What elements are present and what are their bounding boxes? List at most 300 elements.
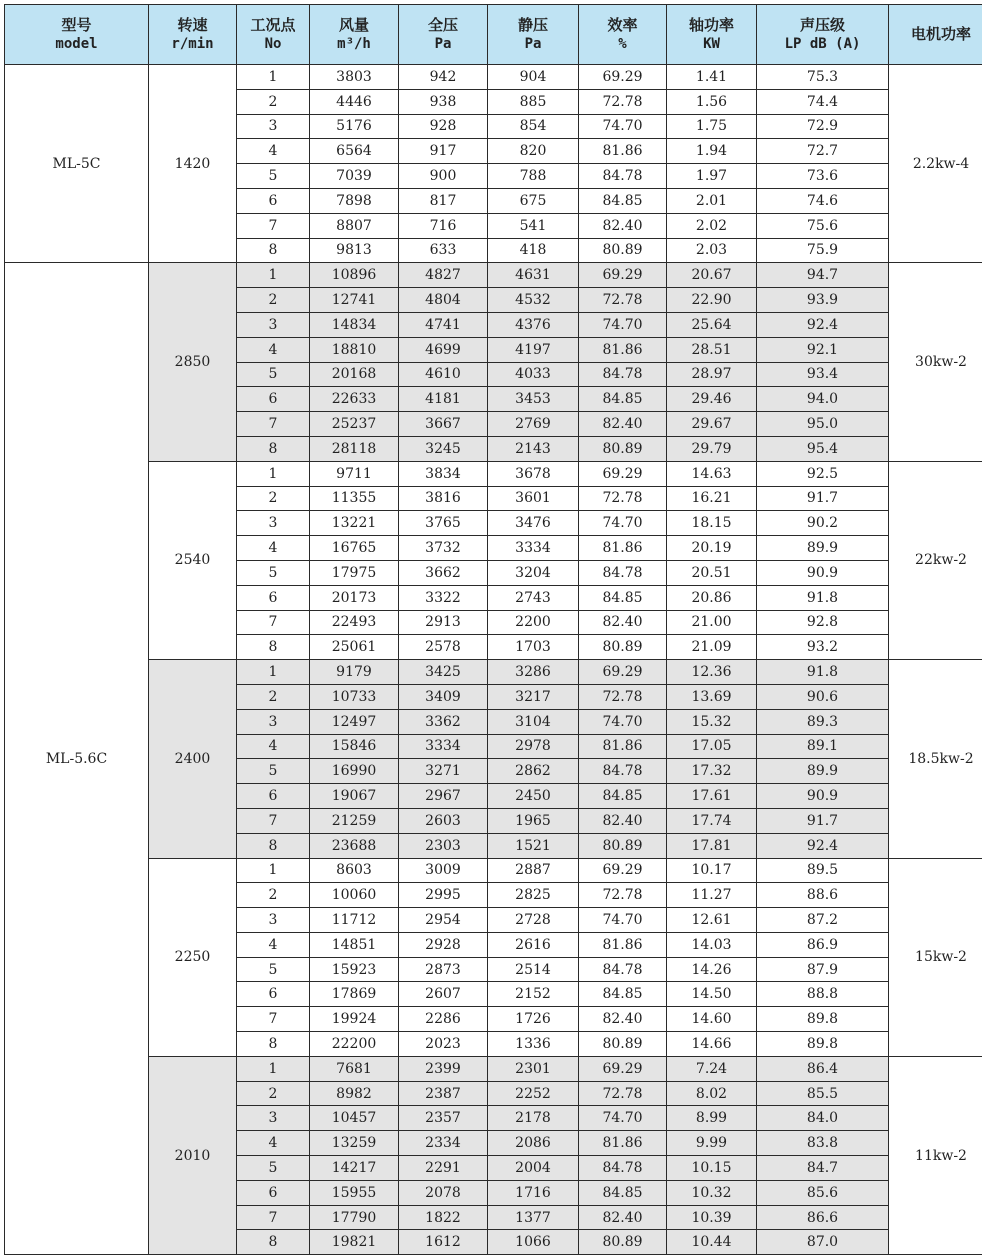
total-pressure-cell: 2954 xyxy=(399,908,488,933)
sound-level-cell: 93.9 xyxy=(757,288,889,313)
static-pressure-cell: 2252 xyxy=(488,1081,579,1106)
total-pressure-cell: 2995 xyxy=(399,883,488,908)
header-motor-power: 电机功率 xyxy=(889,5,982,65)
table-row xyxy=(5,1056,982,1081)
efficiency-cell: 81.86 xyxy=(579,932,667,957)
efficiency-cell: 74.70 xyxy=(579,908,667,933)
static-pressure-cell: 3104 xyxy=(488,709,579,734)
efficiency-cell: 80.89 xyxy=(579,238,667,263)
sound-level-cell: 93.4 xyxy=(757,362,889,387)
sound-level-cell: 88.6 xyxy=(757,883,889,908)
shaft-power-cell: 14.63 xyxy=(667,461,757,486)
point-cell: 1 xyxy=(237,1056,310,1081)
flow-cell: 6564 xyxy=(310,139,399,164)
efficiency-cell: 84.85 xyxy=(579,982,667,1007)
sound-level-cell: 94.0 xyxy=(757,387,889,412)
total-pressure-cell: 3362 xyxy=(399,709,488,734)
shaft-power-cell: 17.05 xyxy=(667,734,757,759)
static-pressure-cell: 2743 xyxy=(488,585,579,610)
total-pressure-cell: 917 xyxy=(399,139,488,164)
total-pressure-cell: 2286 xyxy=(399,1007,488,1032)
header-shaft-power: 轴功率 KW xyxy=(667,5,757,65)
shaft-power-cell: 20.19 xyxy=(667,536,757,561)
table-body xyxy=(5,65,982,1255)
shaft-power-cell: 7.24 xyxy=(667,1056,757,1081)
flow-cell: 12741 xyxy=(310,288,399,313)
static-pressure-cell: 4033 xyxy=(488,362,579,387)
total-pressure-cell: 3245 xyxy=(399,436,488,461)
sound-level-cell: 74.6 xyxy=(757,188,889,213)
total-pressure-cell: 4699 xyxy=(399,337,488,362)
static-pressure-cell: 2200 xyxy=(488,610,579,635)
static-pressure-cell: 1336 xyxy=(488,1032,579,1057)
flow-cell: 17869 xyxy=(310,982,399,1007)
shaft-power-cell: 10.39 xyxy=(667,1205,757,1230)
total-pressure-cell: 2291 xyxy=(399,1156,488,1181)
flow-cell: 10060 xyxy=(310,883,399,908)
shaft-power-cell: 14.60 xyxy=(667,1007,757,1032)
sound-level-cell: 87.9 xyxy=(757,957,889,982)
total-pressure-cell: 2913 xyxy=(399,610,488,635)
table-header xyxy=(5,5,982,65)
flow-cell: 15923 xyxy=(310,957,399,982)
point-cell: 8 xyxy=(237,1032,310,1057)
motor-power-cell: 30kw-2 xyxy=(889,263,982,461)
point-cell: 1 xyxy=(237,263,310,288)
point-cell: 4 xyxy=(237,536,310,561)
flow-cell: 14217 xyxy=(310,1156,399,1181)
flow-cell: 19067 xyxy=(310,784,399,809)
static-pressure-cell: 418 xyxy=(488,238,579,263)
sound-level-cell: 91.8 xyxy=(757,585,889,610)
total-pressure-cell: 3271 xyxy=(399,759,488,784)
flow-cell: 16765 xyxy=(310,536,399,561)
shaft-power-cell: 1.94 xyxy=(667,139,757,164)
motor-power-cell: 15kw-2 xyxy=(889,858,982,1056)
flow-cell: 20173 xyxy=(310,585,399,610)
static-pressure-cell: 1066 xyxy=(488,1230,579,1255)
sound-level-cell: 92.5 xyxy=(757,461,889,486)
sound-level-cell: 89.8 xyxy=(757,1007,889,1032)
static-pressure-cell: 885 xyxy=(488,89,579,114)
total-pressure-cell: 3667 xyxy=(399,412,488,437)
static-pressure-cell: 2004 xyxy=(488,1156,579,1181)
flow-cell: 15846 xyxy=(310,734,399,759)
static-pressure-cell: 3217 xyxy=(488,684,579,709)
static-pressure-cell: 541 xyxy=(488,213,579,238)
shaft-power-cell: 13.69 xyxy=(667,684,757,709)
total-pressure-cell: 2399 xyxy=(399,1056,488,1081)
point-cell: 3 xyxy=(237,312,310,337)
sound-level-cell: 74.4 xyxy=(757,89,889,114)
sound-level-cell: 75.3 xyxy=(757,65,889,90)
flow-cell: 5176 xyxy=(310,114,399,139)
total-pressure-cell: 3662 xyxy=(399,560,488,585)
static-pressure-cell: 4197 xyxy=(488,337,579,362)
efficiency-cell: 84.78 xyxy=(579,164,667,189)
point-cell: 8 xyxy=(237,436,310,461)
shaft-power-cell: 25.64 xyxy=(667,312,757,337)
point-cell: 2 xyxy=(237,288,310,313)
shaft-power-cell: 9.99 xyxy=(667,1131,757,1156)
table-row xyxy=(5,660,982,685)
flow-cell: 13259 xyxy=(310,1131,399,1156)
efficiency-cell: 80.89 xyxy=(579,436,667,461)
static-pressure-cell: 1726 xyxy=(488,1007,579,1032)
flow-cell: 18810 xyxy=(310,337,399,362)
shaft-power-cell: 29.79 xyxy=(667,436,757,461)
point-cell: 7 xyxy=(237,610,310,635)
efficiency-cell: 81.86 xyxy=(579,1131,667,1156)
shaft-power-cell: 20.86 xyxy=(667,585,757,610)
shaft-power-cell: 14.26 xyxy=(667,957,757,982)
point-cell: 1 xyxy=(237,660,310,685)
total-pressure-cell: 900 xyxy=(399,164,488,189)
total-pressure-cell: 1822 xyxy=(399,1205,488,1230)
flow-cell: 20168 xyxy=(310,362,399,387)
header-model: 型号 model xyxy=(5,5,149,65)
shaft-power-cell: 11.27 xyxy=(667,883,757,908)
sound-level-cell: 89.5 xyxy=(757,858,889,883)
static-pressure-cell: 2825 xyxy=(488,883,579,908)
efficiency-cell: 82.40 xyxy=(579,412,667,437)
total-pressure-cell: 2873 xyxy=(399,957,488,982)
shaft-power-cell: 17.81 xyxy=(667,833,757,858)
table-container xyxy=(4,4,982,1255)
static-pressure-cell: 3204 xyxy=(488,560,579,585)
sound-level-cell: 87.2 xyxy=(757,908,889,933)
sound-level-cell: 91.8 xyxy=(757,660,889,685)
sound-level-cell: 90.9 xyxy=(757,784,889,809)
efficiency-cell: 80.89 xyxy=(579,1032,667,1057)
point-cell: 5 xyxy=(237,759,310,784)
rpm-cell: 2850 xyxy=(149,263,237,461)
total-pressure-cell: 3409 xyxy=(399,684,488,709)
shaft-power-cell: 15.32 xyxy=(667,709,757,734)
shaft-power-cell: 2.02 xyxy=(667,213,757,238)
shaft-power-cell: 29.67 xyxy=(667,412,757,437)
total-pressure-cell: 633 xyxy=(399,238,488,263)
point-cell: 1 xyxy=(237,65,310,90)
shaft-power-cell: 1.56 xyxy=(667,89,757,114)
shaft-power-cell: 17.61 xyxy=(667,784,757,809)
static-pressure-cell: 2086 xyxy=(488,1131,579,1156)
efficiency-cell: 80.89 xyxy=(579,1230,667,1255)
efficiency-cell: 74.70 xyxy=(579,114,667,139)
sound-level-cell: 95.0 xyxy=(757,412,889,437)
static-pressure-cell: 3334 xyxy=(488,536,579,561)
point-cell: 4 xyxy=(237,139,310,164)
efficiency-cell: 69.29 xyxy=(579,660,667,685)
efficiency-cell: 69.29 xyxy=(579,1056,667,1081)
flow-cell: 16990 xyxy=(310,759,399,784)
sound-level-cell: 91.7 xyxy=(757,486,889,511)
point-cell: 2 xyxy=(237,89,310,114)
point-cell: 8 xyxy=(237,635,310,660)
point-cell: 4 xyxy=(237,734,310,759)
shaft-power-cell: 10.17 xyxy=(667,858,757,883)
total-pressure-cell: 4181 xyxy=(399,387,488,412)
shaft-power-cell: 10.32 xyxy=(667,1180,757,1205)
fan-performance-table xyxy=(4,4,982,1255)
flow-cell: 3803 xyxy=(310,65,399,90)
static-pressure-cell: 4376 xyxy=(488,312,579,337)
point-cell: 2 xyxy=(237,883,310,908)
efficiency-cell: 72.78 xyxy=(579,486,667,511)
static-pressure-cell: 2616 xyxy=(488,932,579,957)
point-cell: 2 xyxy=(237,486,310,511)
static-pressure-cell: 3601 xyxy=(488,486,579,511)
point-cell: 3 xyxy=(237,709,310,734)
header-flow: 风量 m³/h xyxy=(310,5,399,65)
shaft-power-cell: 1.41 xyxy=(667,65,757,90)
total-pressure-cell: 716 xyxy=(399,213,488,238)
rpm-cell: 1420 xyxy=(149,65,237,263)
shaft-power-cell: 14.03 xyxy=(667,932,757,957)
header-rpm: 转速 r/min xyxy=(149,5,237,65)
efficiency-cell: 74.70 xyxy=(579,312,667,337)
point-cell: 5 xyxy=(237,164,310,189)
sound-level-cell: 92.1 xyxy=(757,337,889,362)
efficiency-cell: 69.29 xyxy=(579,65,667,90)
sound-level-cell: 88.8 xyxy=(757,982,889,1007)
efficiency-cell: 80.89 xyxy=(579,635,667,660)
flow-cell: 25237 xyxy=(310,412,399,437)
point-cell: 6 xyxy=(237,982,310,1007)
motor-power-cell: 2.2kw-4 xyxy=(889,65,982,263)
motor-power-cell: 18.5kw-2 xyxy=(889,660,982,858)
total-pressure-cell: 2603 xyxy=(399,808,488,833)
flow-cell: 7039 xyxy=(310,164,399,189)
static-pressure-cell: 820 xyxy=(488,139,579,164)
point-cell: 6 xyxy=(237,387,310,412)
efficiency-cell: 72.78 xyxy=(579,288,667,313)
efficiency-cell: 81.86 xyxy=(579,337,667,362)
point-cell: 8 xyxy=(237,833,310,858)
sound-level-cell: 89.9 xyxy=(757,536,889,561)
point-cell: 7 xyxy=(237,808,310,833)
shaft-power-cell: 28.51 xyxy=(667,337,757,362)
point-cell: 2 xyxy=(237,684,310,709)
point-cell: 7 xyxy=(237,213,310,238)
flow-cell: 10457 xyxy=(310,1106,399,1131)
efficiency-cell: 81.86 xyxy=(579,139,667,164)
efficiency-cell: 69.29 xyxy=(579,858,667,883)
shaft-power-cell: 21.09 xyxy=(667,635,757,660)
point-cell: 5 xyxy=(237,1156,310,1181)
efficiency-cell: 82.40 xyxy=(579,1007,667,1032)
total-pressure-cell: 2967 xyxy=(399,784,488,809)
flow-cell: 17975 xyxy=(310,560,399,585)
sound-level-cell: 91.7 xyxy=(757,808,889,833)
static-pressure-cell: 3453 xyxy=(488,387,579,412)
rpm-cell: 2400 xyxy=(149,660,237,858)
shaft-power-cell: 2.03 xyxy=(667,238,757,263)
model-cell: ML-5.6C xyxy=(5,263,149,1255)
efficiency-cell: 84.85 xyxy=(579,188,667,213)
point-cell: 8 xyxy=(237,238,310,263)
sound-level-cell: 85.5 xyxy=(757,1081,889,1106)
total-pressure-cell: 2357 xyxy=(399,1106,488,1131)
flow-cell: 17790 xyxy=(310,1205,399,1230)
shaft-power-cell: 2.01 xyxy=(667,188,757,213)
static-pressure-cell: 788 xyxy=(488,164,579,189)
point-cell: 3 xyxy=(237,511,310,536)
static-pressure-cell: 1521 xyxy=(488,833,579,858)
shaft-power-cell: 28.97 xyxy=(667,362,757,387)
total-pressure-cell: 2578 xyxy=(399,635,488,660)
flow-cell: 9813 xyxy=(310,238,399,263)
flow-cell: 7898 xyxy=(310,188,399,213)
total-pressure-cell: 2387 xyxy=(399,1081,488,1106)
header-efficiency: 效率 % xyxy=(579,5,667,65)
sound-level-cell: 75.9 xyxy=(757,238,889,263)
efficiency-cell: 72.78 xyxy=(579,1081,667,1106)
shaft-power-cell: 16.21 xyxy=(667,486,757,511)
total-pressure-cell: 3834 xyxy=(399,461,488,486)
static-pressure-cell: 2450 xyxy=(488,784,579,809)
static-pressure-cell: 2152 xyxy=(488,982,579,1007)
point-cell: 6 xyxy=(237,188,310,213)
efficiency-cell: 82.40 xyxy=(579,1205,667,1230)
sound-level-cell: 89.3 xyxy=(757,709,889,734)
point-cell: 1 xyxy=(237,461,310,486)
static-pressure-cell: 2514 xyxy=(488,957,579,982)
motor-power-cell: 22kw-2 xyxy=(889,461,982,659)
sound-level-cell: 89.8 xyxy=(757,1032,889,1057)
efficiency-cell: 84.85 xyxy=(579,387,667,412)
sound-level-cell: 87.0 xyxy=(757,1230,889,1255)
sound-level-cell: 86.6 xyxy=(757,1205,889,1230)
shaft-power-cell: 21.00 xyxy=(667,610,757,635)
total-pressure-cell: 1612 xyxy=(399,1230,488,1255)
total-pressure-cell: 4827 xyxy=(399,263,488,288)
static-pressure-cell: 2862 xyxy=(488,759,579,784)
efficiency-cell: 69.29 xyxy=(579,263,667,288)
flow-cell: 8982 xyxy=(310,1081,399,1106)
point-cell: 3 xyxy=(237,114,310,139)
total-pressure-cell: 938 xyxy=(399,89,488,114)
total-pressure-cell: 2078 xyxy=(399,1180,488,1205)
efficiency-cell: 74.70 xyxy=(579,709,667,734)
sound-level-cell: 93.2 xyxy=(757,635,889,660)
point-cell: 6 xyxy=(237,585,310,610)
sound-level-cell: 86.9 xyxy=(757,932,889,957)
total-pressure-cell: 3009 xyxy=(399,858,488,883)
total-pressure-cell: 3425 xyxy=(399,660,488,685)
sound-level-cell: 86.4 xyxy=(757,1056,889,1081)
shaft-power-cell: 22.90 xyxy=(667,288,757,313)
efficiency-cell: 82.40 xyxy=(579,213,667,238)
sound-level-cell: 89.9 xyxy=(757,759,889,784)
efficiency-cell: 81.86 xyxy=(579,734,667,759)
static-pressure-cell: 4532 xyxy=(488,288,579,313)
static-pressure-cell: 3678 xyxy=(488,461,579,486)
total-pressure-cell: 2607 xyxy=(399,982,488,1007)
flow-cell: 15955 xyxy=(310,1180,399,1205)
flow-cell: 22633 xyxy=(310,387,399,412)
static-pressure-cell: 3476 xyxy=(488,511,579,536)
sound-level-cell: 75.6 xyxy=(757,213,889,238)
sound-level-cell: 90.9 xyxy=(757,560,889,585)
point-cell: 4 xyxy=(237,337,310,362)
flow-cell: 9179 xyxy=(310,660,399,685)
flow-cell: 11355 xyxy=(310,486,399,511)
rpm-cell: 2250 xyxy=(149,858,237,1056)
static-pressure-cell: 1965 xyxy=(488,808,579,833)
flow-cell: 22493 xyxy=(310,610,399,635)
static-pressure-cell: 2301 xyxy=(488,1056,579,1081)
total-pressure-cell: 928 xyxy=(399,114,488,139)
efficiency-cell: 84.78 xyxy=(579,759,667,784)
total-pressure-cell: 4610 xyxy=(399,362,488,387)
flow-cell: 28118 xyxy=(310,436,399,461)
rpm-cell: 2540 xyxy=(149,461,237,659)
static-pressure-cell: 2769 xyxy=(488,412,579,437)
shaft-power-cell: 17.32 xyxy=(667,759,757,784)
efficiency-cell: 72.78 xyxy=(579,883,667,908)
shaft-power-cell: 20.67 xyxy=(667,263,757,288)
shaft-power-cell: 12.36 xyxy=(667,660,757,685)
sound-level-cell: 94.7 xyxy=(757,263,889,288)
sound-level-cell: 92.4 xyxy=(757,312,889,337)
point-cell: 4 xyxy=(237,1131,310,1156)
flow-cell: 4446 xyxy=(310,89,399,114)
static-pressure-cell: 1377 xyxy=(488,1205,579,1230)
rpm-cell: 2010 xyxy=(149,1056,237,1254)
flow-cell: 23688 xyxy=(310,833,399,858)
static-pressure-cell: 2728 xyxy=(488,908,579,933)
header-static-pressure: 静压 Pa xyxy=(488,5,579,65)
static-pressure-cell: 4631 xyxy=(488,263,579,288)
point-cell: 1 xyxy=(237,858,310,883)
static-pressure-cell: 1716 xyxy=(488,1180,579,1205)
point-cell: 7 xyxy=(237,1007,310,1032)
total-pressure-cell: 817 xyxy=(399,188,488,213)
table-row xyxy=(5,461,982,486)
flow-cell: 14834 xyxy=(310,312,399,337)
flow-cell: 14851 xyxy=(310,932,399,957)
sound-level-cell: 72.9 xyxy=(757,114,889,139)
efficiency-cell: 82.40 xyxy=(579,808,667,833)
flow-cell: 10896 xyxy=(310,263,399,288)
sound-level-cell: 84.0 xyxy=(757,1106,889,1131)
total-pressure-cell: 2928 xyxy=(399,932,488,957)
point-cell: 5 xyxy=(237,957,310,982)
total-pressure-cell: 2023 xyxy=(399,1032,488,1057)
efficiency-cell: 84.78 xyxy=(579,560,667,585)
point-cell: 8 xyxy=(237,1230,310,1255)
static-pressure-cell: 2978 xyxy=(488,734,579,759)
table-row xyxy=(5,65,982,90)
sound-level-cell: 84.7 xyxy=(757,1156,889,1181)
static-pressure-cell: 675 xyxy=(488,188,579,213)
sound-level-cell: 92.8 xyxy=(757,610,889,635)
shaft-power-cell: 10.15 xyxy=(667,1156,757,1181)
static-pressure-cell: 1703 xyxy=(488,635,579,660)
efficiency-cell: 84.78 xyxy=(579,1156,667,1181)
total-pressure-cell: 3322 xyxy=(399,585,488,610)
static-pressure-cell: 2178 xyxy=(488,1106,579,1131)
total-pressure-cell: 3816 xyxy=(399,486,488,511)
efficiency-cell: 84.78 xyxy=(579,957,667,982)
static-pressure-cell: 854 xyxy=(488,114,579,139)
flow-cell: 22200 xyxy=(310,1032,399,1057)
header-total-pressure: 全压 Pa xyxy=(399,5,488,65)
point-cell: 6 xyxy=(237,784,310,809)
efficiency-cell: 69.29 xyxy=(579,461,667,486)
sound-level-cell: 95.4 xyxy=(757,436,889,461)
